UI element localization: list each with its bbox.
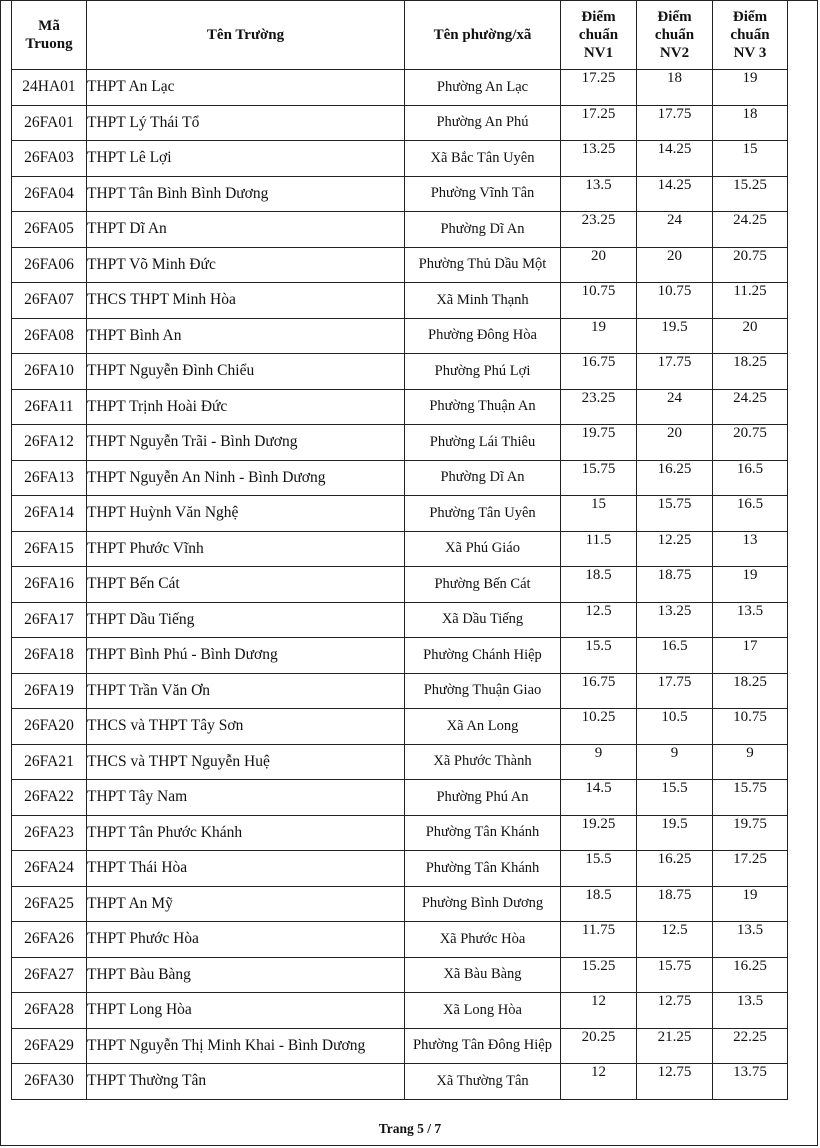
- score-nv3-cell: 24.25: [713, 389, 788, 425]
- school-code-cell: 26FA14: [12, 496, 87, 532]
- score-nv1-cell: 19: [561, 318, 637, 354]
- school-name-cell: THPT Võ Minh Đức: [87, 247, 405, 283]
- school-code-cell: 26FA06: [12, 247, 87, 283]
- score-nv2-cell: 17.75: [637, 673, 713, 709]
- school-name-cell: THPT An Mỹ: [87, 886, 405, 922]
- ward-name-cell: Phường Chánh Hiệp: [405, 638, 561, 674]
- school-code-cell: 26FA23: [12, 815, 87, 851]
- score-nv1-cell: 15: [561, 496, 637, 532]
- table-row: [12, 1064, 788, 1100]
- ward-name-cell: Xã Minh Thạnh: [405, 283, 561, 319]
- score-nv2-cell: 12.75: [637, 993, 713, 1029]
- school-name-cell: THCS THPT Minh Hòa: [87, 283, 405, 319]
- school-code-cell: 26FA11: [12, 389, 87, 425]
- school-code-cell: 26FA25: [12, 886, 87, 922]
- school-code-cell: 24HA01: [12, 70, 87, 106]
- score-nv3-cell: 13.5: [713, 993, 788, 1029]
- score-nv1-cell: 13.25: [561, 141, 637, 177]
- score-nv1-cell: 14.5: [561, 780, 637, 816]
- ward-name-cell: Phường An Lạc: [405, 70, 561, 106]
- header-ward: Tên phường/xã: [405, 1, 561, 70]
- score-nv1-cell: 20: [561, 247, 637, 283]
- table-row: [12, 993, 788, 1029]
- table-row: [12, 709, 788, 745]
- score-nv2-cell: 9: [637, 744, 713, 780]
- score-nv3-cell: 19.75: [713, 815, 788, 851]
- ward-name-cell: Phường Thuận Giao: [405, 673, 561, 709]
- score-nv3-cell: 13.5: [713, 922, 788, 958]
- table-row: [12, 425, 788, 461]
- school-name-cell: THPT Phước Hòa: [87, 922, 405, 958]
- header-school-name: Tên Trường: [87, 1, 405, 70]
- table-row: [12, 922, 788, 958]
- school-name-cell: THPT Lý Thái Tổ: [87, 105, 405, 141]
- school-code-cell: 26FA19: [12, 673, 87, 709]
- score-nv2-cell: 14.25: [637, 176, 713, 212]
- score-nv1-cell: 12.5: [561, 602, 637, 638]
- score-nv2-cell: 12.75: [637, 1064, 713, 1100]
- score-nv2-cell: 18.75: [637, 886, 713, 922]
- school-name-cell: THPT Nguyễn Đình Chiểu: [87, 354, 405, 390]
- table-row: [12, 1028, 788, 1064]
- score-nv1-cell: 10.75: [561, 283, 637, 319]
- table-row: [12, 70, 788, 106]
- score-nv1-cell: 15.25: [561, 957, 637, 993]
- school-code-cell: 26FA07: [12, 283, 87, 319]
- header-nv1: Điểm chuẩn NV1: [561, 1, 637, 70]
- table-row: [12, 141, 788, 177]
- school-code-cell: 26FA20: [12, 709, 87, 745]
- school-name-cell: THPT Bến Cát: [87, 567, 405, 603]
- score-nv2-cell: 12.25: [637, 531, 713, 567]
- score-nv2-cell: 24: [637, 389, 713, 425]
- school-name-cell: THPT Nguyễn Trãi - Bình Dương: [87, 425, 405, 461]
- score-nv2-cell: 21.25: [637, 1028, 713, 1064]
- score-nv1-cell: 15.75: [561, 460, 637, 496]
- score-nv3-cell: 19: [713, 567, 788, 603]
- school-code-cell: 26FA03: [12, 141, 87, 177]
- school-name-cell: THPT Trịnh Hoài Đức: [87, 389, 405, 425]
- score-nv2-cell: 15.5: [637, 780, 713, 816]
- score-nv3-cell: 17: [713, 638, 788, 674]
- school-name-cell: THPT Nguyễn Thị Minh Khai - Bình Dương: [87, 1028, 405, 1064]
- school-code-cell: 26FA15: [12, 531, 87, 567]
- school-code-cell: 26FA28: [12, 993, 87, 1029]
- school-code-cell: 26FA30: [12, 1064, 87, 1100]
- score-nv3-cell: 13: [713, 531, 788, 567]
- ward-name-cell: Xã An Long: [405, 709, 561, 745]
- school-code-cell: 26FA13: [12, 460, 87, 496]
- ward-name-cell: Phường Lái Thiêu: [405, 425, 561, 461]
- score-nv1-cell: 11.75: [561, 922, 637, 958]
- score-nv2-cell: 13.25: [637, 602, 713, 638]
- score-nv1-cell: 13.5: [561, 176, 637, 212]
- score-nv3-cell: 13.75: [713, 1064, 788, 1100]
- ward-name-cell: Phường Phú An: [405, 780, 561, 816]
- ward-name-cell: Phường Tân Khánh: [405, 851, 561, 887]
- score-nv1-cell: 17.25: [561, 105, 637, 141]
- school-name-cell: THPT Bình Phú - Bình Dương: [87, 638, 405, 674]
- school-name-cell: THCS và THPT Tây Sơn: [87, 709, 405, 745]
- table-row: [12, 638, 788, 674]
- score-nv1-cell: 11.5: [561, 531, 637, 567]
- ward-name-cell: Phường Thuận An: [405, 389, 561, 425]
- school-name-cell: THPT Nguyễn An Ninh - Bình Dương: [87, 460, 405, 496]
- score-nv3-cell: 15.25: [713, 176, 788, 212]
- table-row: [12, 744, 788, 780]
- score-nv3-cell: 18.25: [713, 354, 788, 390]
- ward-name-cell: Xã Phước Thành: [405, 744, 561, 780]
- ward-name-cell: Phường Dĩ An: [405, 460, 561, 496]
- score-nv2-cell: 16.25: [637, 460, 713, 496]
- score-nv2-cell: 12.5: [637, 922, 713, 958]
- table-row: [12, 531, 788, 567]
- table-row: [12, 283, 788, 319]
- score-nv3-cell: 18.25: [713, 673, 788, 709]
- school-code-cell: 26FA27: [12, 957, 87, 993]
- ward-name-cell: Phường Phú Lợi: [405, 354, 561, 390]
- ward-name-cell: Xã Phú Giáo: [405, 531, 561, 567]
- score-nv3-cell: 10.75: [713, 709, 788, 745]
- score-nv3-cell: 19: [713, 70, 788, 106]
- school-code-cell: 26FA10: [12, 354, 87, 390]
- school-code-cell: 26FA17: [12, 602, 87, 638]
- score-nv2-cell: 15.75: [637, 957, 713, 993]
- score-nv2-cell: 20: [637, 247, 713, 283]
- score-nv2-cell: 10.5: [637, 709, 713, 745]
- score-nv2-cell: 19.5: [637, 318, 713, 354]
- score-nv2-cell: 20: [637, 425, 713, 461]
- table-row: [12, 815, 788, 851]
- score-nv1-cell: 9: [561, 744, 637, 780]
- score-nv3-cell: 13.5: [713, 602, 788, 638]
- score-nv2-cell: 18.75: [637, 567, 713, 603]
- score-nv2-cell: 15.75: [637, 496, 713, 532]
- table-row: [12, 780, 788, 816]
- school-name-cell: THCS và THPT Nguyễn Huệ: [87, 744, 405, 780]
- score-nv3-cell: 24.25: [713, 212, 788, 248]
- score-nv2-cell: 19.5: [637, 815, 713, 851]
- table-row: [12, 460, 788, 496]
- score-nv1-cell: 16.75: [561, 354, 637, 390]
- school-code-cell: 26FA29: [12, 1028, 87, 1064]
- school-name-cell: THPT An Lạc: [87, 70, 405, 106]
- score-nv2-cell: 14.25: [637, 141, 713, 177]
- score-nv3-cell: 16.25: [713, 957, 788, 993]
- score-nv3-cell: 22.25: [713, 1028, 788, 1064]
- table-row: [12, 389, 788, 425]
- table-row: [12, 851, 788, 887]
- ward-name-cell: Phường Vĩnh Tân: [405, 176, 561, 212]
- school-name-cell: THPT Trần Văn Ơn: [87, 673, 405, 709]
- school-name-cell: THPT Lê Lợi: [87, 141, 405, 177]
- table-row: [12, 212, 788, 248]
- ward-name-cell: Phường An Phú: [405, 105, 561, 141]
- table-row: [12, 247, 788, 283]
- ward-name-cell: Phường Tân Đông Hiệp: [405, 1028, 561, 1064]
- ward-name-cell: Phường Tân Khánh: [405, 815, 561, 851]
- ward-name-cell: Phường Bến Cát: [405, 567, 561, 603]
- school-code-cell: 26FA22: [12, 780, 87, 816]
- table-row: [12, 567, 788, 603]
- header-school-code: Mã Truong: [12, 1, 87, 70]
- table-row: [12, 602, 788, 638]
- score-nv3-cell: 20.75: [713, 425, 788, 461]
- score-nv1-cell: 19.25: [561, 815, 637, 851]
- score-nv2-cell: 18: [637, 70, 713, 106]
- score-nv1-cell: 23.25: [561, 389, 637, 425]
- ward-name-cell: Xã Dầu Tiếng: [405, 602, 561, 638]
- score-nv3-cell: 9: [713, 744, 788, 780]
- school-name-cell: THPT Thái Hòa: [87, 851, 405, 887]
- header-nv2: Điểm chuẩn NV2: [637, 1, 713, 70]
- score-nv3-cell: 15.75: [713, 780, 788, 816]
- score-nv3-cell: 15: [713, 141, 788, 177]
- ward-name-cell: Xã Long Hòa: [405, 993, 561, 1029]
- table-row: [12, 176, 788, 212]
- school-code-cell: 26FA26: [12, 922, 87, 958]
- score-nv2-cell: 16.25: [637, 851, 713, 887]
- score-nv1-cell: 20.25: [561, 1028, 637, 1064]
- school-code-cell: 26FA04: [12, 176, 87, 212]
- score-nv1-cell: 15.5: [561, 638, 637, 674]
- score-nv3-cell: 11.25: [713, 283, 788, 319]
- score-nv1-cell: 12: [561, 1064, 637, 1100]
- school-code-cell: 26FA21: [12, 744, 87, 780]
- score-nv3-cell: 17.25: [713, 851, 788, 887]
- score-nv2-cell: 16.5: [637, 638, 713, 674]
- ward-name-cell: Phường Thủ Dầu Một: [405, 247, 561, 283]
- ward-name-cell: Phường Tân Uyên: [405, 496, 561, 532]
- header-nv3: Điểm chuẩn NV 3: [713, 1, 788, 70]
- school-code-cell: 26FA01: [12, 105, 87, 141]
- school-code-cell: 26FA08: [12, 318, 87, 354]
- table-row: [12, 105, 788, 141]
- school-name-cell: THPT Dĩ An: [87, 212, 405, 248]
- table-row: [12, 886, 788, 922]
- school-name-cell: THPT Bình An: [87, 318, 405, 354]
- school-code-cell: 26FA18: [12, 638, 87, 674]
- school-code-cell: 26FA24: [12, 851, 87, 887]
- score-nv1-cell: 10.25: [561, 709, 637, 745]
- table-row: [12, 673, 788, 709]
- score-nv1-cell: 23.25: [561, 212, 637, 248]
- score-nv3-cell: 16.5: [713, 460, 788, 496]
- score-nv3-cell: 20: [713, 318, 788, 354]
- school-name-cell: THPT Long Hòa: [87, 993, 405, 1029]
- school-name-cell: THPT Bàu Bàng: [87, 957, 405, 993]
- table-row: [12, 957, 788, 993]
- ward-name-cell: Xã Thường Tân: [405, 1064, 561, 1100]
- ward-name-cell: Xã Bàu Bàng: [405, 957, 561, 993]
- score-nv3-cell: 19: [713, 886, 788, 922]
- school-name-cell: THPT Phước Vĩnh: [87, 531, 405, 567]
- school-name-cell: THPT Tân Bình Bình Dương: [87, 176, 405, 212]
- score-nv2-cell: 17.75: [637, 105, 713, 141]
- page-number: Trang 5 / 7: [378, 1121, 442, 1136]
- score-nv1-cell: 19.75: [561, 425, 637, 461]
- score-nv3-cell: 16.5: [713, 496, 788, 532]
- school-name-cell: THPT Huỳnh Văn Nghệ: [87, 496, 405, 532]
- score-nv2-cell: 24: [637, 212, 713, 248]
- admission-score-table: [11, 0, 788, 1100]
- score-nv1-cell: 18.5: [561, 886, 637, 922]
- score-nv1-cell: 18.5: [561, 567, 637, 603]
- score-nv1-cell: 12: [561, 993, 637, 1029]
- table-row: [12, 354, 788, 390]
- ward-name-cell: Phường Dĩ An: [405, 212, 561, 248]
- score-nv1-cell: 16.75: [561, 673, 637, 709]
- ward-name-cell: Phường Bình Dương: [405, 886, 561, 922]
- header-row: [12, 1, 788, 70]
- school-code-cell: 26FA16: [12, 567, 87, 603]
- score-nv3-cell: 18: [713, 105, 788, 141]
- score-nv3-cell: 20.75: [713, 247, 788, 283]
- ward-name-cell: Xã Bắc Tân Uyên: [405, 141, 561, 177]
- table-body: [12, 70, 788, 1100]
- ward-name-cell: Phường Đông Hòa: [405, 318, 561, 354]
- table-row: [12, 496, 788, 532]
- score-nv1-cell: 15.5: [561, 851, 637, 887]
- school-name-cell: THPT Tây Nam: [87, 780, 405, 816]
- school-name-cell: THPT Thường Tân: [87, 1064, 405, 1100]
- table-row: [12, 318, 788, 354]
- score-nv1-cell: 17.25: [561, 70, 637, 106]
- school-code-cell: 26FA05: [12, 212, 87, 248]
- school-code-cell: 26FA12: [12, 425, 87, 461]
- school-name-cell: THPT Dầu Tiếng: [87, 602, 405, 638]
- school-name-cell: THPT Tân Phước Khánh: [87, 815, 405, 851]
- ward-name-cell: Xã Phước Hòa: [405, 922, 561, 958]
- score-nv2-cell: 17.75: [637, 354, 713, 390]
- score-nv2-cell: 10.75: [637, 283, 713, 319]
